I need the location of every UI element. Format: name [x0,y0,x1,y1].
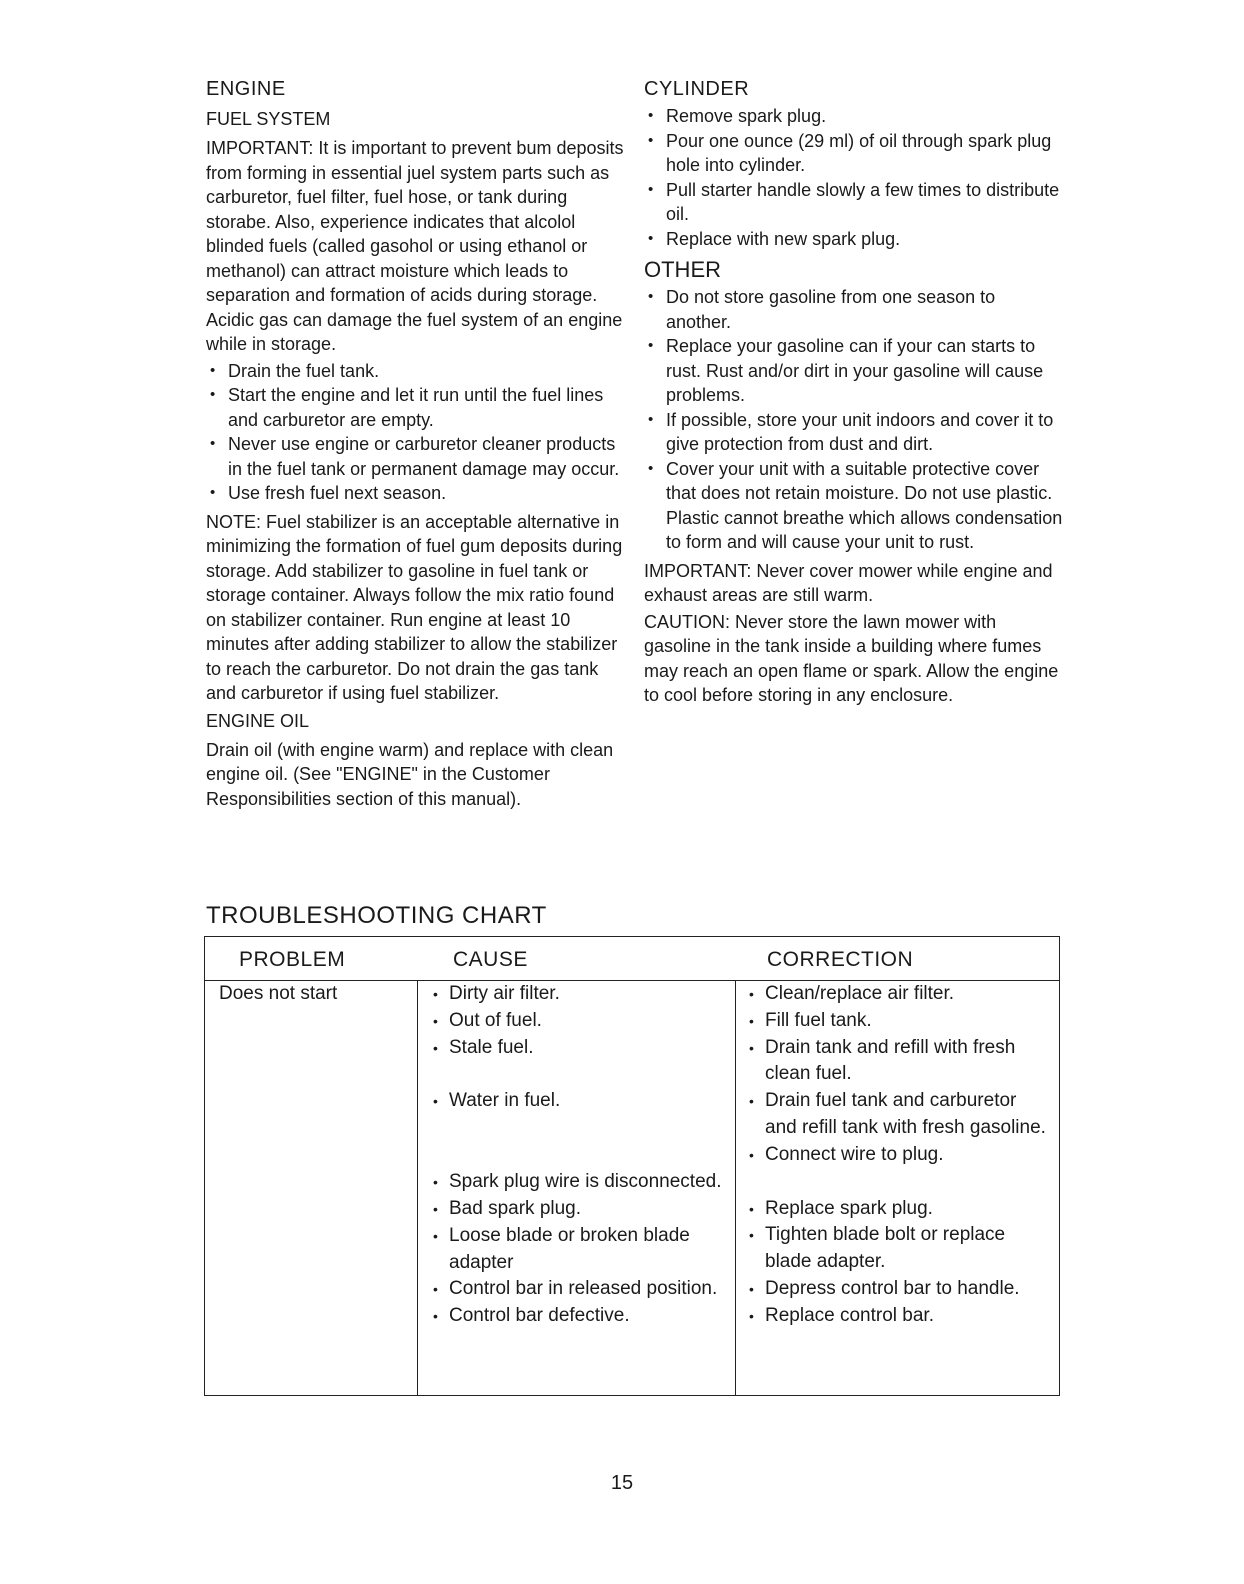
list-item: • Never use engine or carburetor cleaner products in the fuel tank or permanent damage may occur. [206,432,626,481]
list-item: • Stale fuel. [431,1035,726,1062]
chart-header-row [205,937,1059,981]
cause-cell [431,981,726,1330]
cylinder-list [644,104,1064,251]
list-item: • Control bar in released position. [431,1276,726,1303]
list-item: • Loose blade or broken blade adapter [431,1223,726,1277]
engine-oil-heading: ENGINE OIL [206,710,310,731]
list-item: • Water in fuel. [431,1088,726,1115]
page-number: 15 [610,1472,634,1494]
list-item: • Tighten blade bolt or replace blade adapter. [747,1222,1047,1276]
caution-text: Never store the lawn mower with gasoline in the tank inside a building where fumes may reach an open flame or spark. Allow the engine to cool before storing in any enclosure. [644,611,1059,705]
right-column [644,74,1064,710]
fuel-system-heading: FUEL SYSTEM [206,109,331,129]
list-item: • Use fresh fuel next season. [206,481,626,506]
spacer [747,1169,1047,1196]
list-item: • Pour one ounce (29 ml) of oil through spark plug hole into cylinder. [644,129,1064,178]
fuel-system-intro-text: It is important to prevent bum deposits from forming in essential juel system parts such as carburetor, fuel filter, fuel hose, or tank during storabe. Also, experience indicates that alcolol blinded fuels (called gasohol or using ethanol or methanol) can attract moisture which leads to separation and formation of acids during storage. Acidic gas can damage the fuel system of an engine while in storage. [206,138,624,354]
list-item: • Spark plug wire is disconnected. [431,1169,726,1196]
fuel-system-intro [206,136,626,357]
cause-list [431,981,726,1330]
list-item: • Cover your unit with a suitable protective cover that does not retain moisture. Do not use plastic. Plastic cannot breathe which allows condensation to form and will cause your unit to rust. [644,457,1064,555]
list-item: • Replace your gasoline can if your can starts to rust. Rust and/or dirt in your gasoline will cause problems. [644,334,1064,408]
cylinder-heading: CYLINDER [644,78,750,100]
problem-cell: Does not start [219,983,338,1004]
problem-header: PROBLEM [239,948,346,971]
list-item: • Depress control bar to handle. [747,1276,1047,1303]
list-item: • Drain fuel tank and carburetor and refill tank with fresh gasoline. [747,1088,1047,1142]
note-text: Fuel stabilizer is an acceptable alternative in minimizing the formation of fuel gum deposits during storage. Add stabilizer to gasoline in fuel tank or storage container. Always follow the mix ratio found on stabilizer container. Run engine at least 10 minutes after adding stabilizer to allow the stabilizer to reach the carburetor. Do not drain the gas tank and carburetor if using fuel stabilizer. [206,511,623,703]
important-paragraph [644,559,1064,608]
other-heading: OTHER [644,257,721,282]
list-item: • Bad spark plug. [431,1196,726,1223]
list-item: • Drain the fuel tank. [206,359,626,384]
correction-cell [747,981,1047,1330]
list-item: • Pull starter handle slowly a few times to distribute oil. [644,178,1064,227]
troubleshooting-title: TROUBLESHOOTING CHART [206,902,547,929]
correction-list [747,981,1047,1330]
list-item: • Dirty air filter. [431,981,726,1008]
spacer [431,1061,726,1088]
important-label: IMPORTANT: [206,138,314,158]
column-divider [735,981,736,1395]
list-item: • Start the engine and let it run until the fuel lines and carburetor are empty. [206,383,626,432]
other-list [644,285,1064,555]
list-item: • Out of fuel. [431,1008,726,1035]
list-item: • Drain tank and refill with fresh clean fuel. [747,1035,1047,1089]
list-item: • Replace control bar. [747,1303,1047,1330]
correction-header: CORRECTION [767,948,914,971]
list-item: • Clean/replace air filter. [747,981,1047,1008]
left-column [206,74,626,813]
list-item: • Fill fuel tank. [747,1008,1047,1035]
list-item: • Do not store gasoline from one season to another. [644,285,1064,334]
list-item: • Remove spark plug. [644,104,1064,129]
list-item: • Replace with new spark plug. [644,227,1064,252]
note-label: NOTE: [206,511,262,532]
note-paragraph [206,510,626,706]
spacer [431,1115,726,1169]
troubleshooting-chart [204,936,1060,1396]
column-divider [417,981,418,1395]
list-item: • Replace spark plug. [747,1196,1047,1223]
list-item: • Connect wire to plug. [747,1142,1047,1169]
caution-paragraph [644,610,1064,708]
list-item: • If possible, store your unit indoors and cover it to give protection from dust and dirt. [644,408,1064,457]
fuel-system-list [206,359,626,506]
important-label: IMPORTANT: [644,560,752,581]
list-item: • Control bar defective. [431,1303,726,1330]
important-text: Never cover mower while engine and exhaust areas are still warm. [644,560,1053,605]
cause-header: CAUSE [453,948,528,971]
engine-heading: ENGINE [206,78,286,100]
engine-oil-text: Drain oil (with engine warm) and replace with clean engine oil. (See "ENGINE" in the Customer Responsibilities section of this manual). [206,739,614,809]
caution-label: CAUTION: [644,611,731,632]
